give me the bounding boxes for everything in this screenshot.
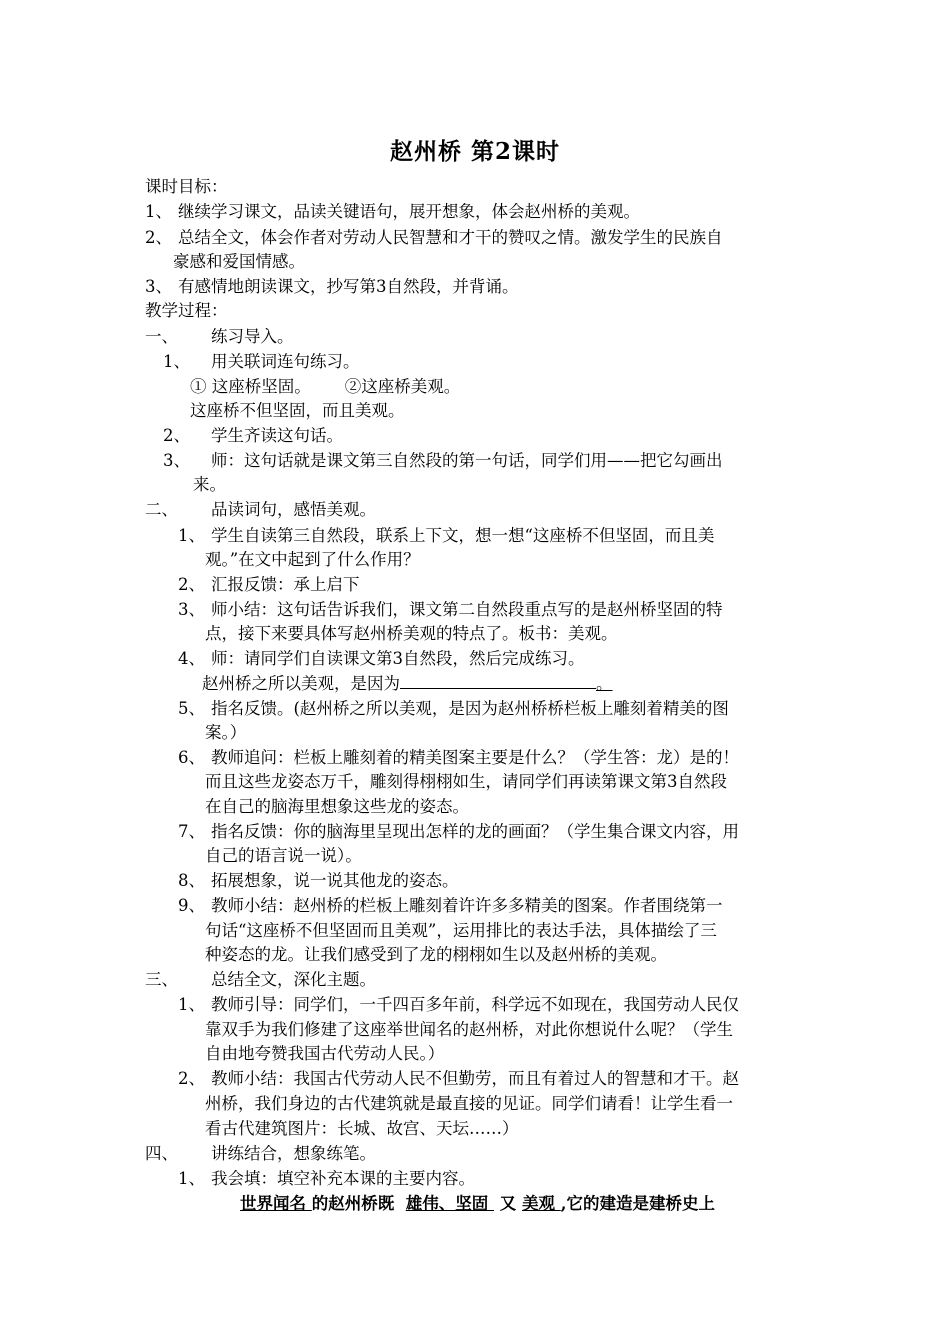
section-1-heading: [145, 326, 294, 348]
item-number: 5、: [178, 699, 205, 718]
item-text-continued: 自由地夸赞我国古代劳动人民。）: [205, 1044, 445, 1063]
answer-text: 又: [499, 1194, 517, 1213]
item-text-continued: 来。: [193, 475, 226, 494]
item-text: 教师小结：赵州桥的栏板上雕刻着许许多多精美的图案。作者围绕第一: [211, 896, 723, 915]
answer-text: ,它的建造是建桥史上: [560, 1194, 715, 1213]
section-number: 二、: [145, 500, 178, 519]
item-text: 用关联词连句练习。: [211, 352, 360, 371]
objective-number: 2、: [145, 228, 172, 247]
item-number: 2、: [178, 575, 205, 594]
item-number: 6、: [178, 748, 205, 767]
fill-blank-prompt: 赵州桥之所以美观，是因为: [202, 674, 400, 693]
item-number: 4、: [178, 649, 205, 668]
section-2-item-9: [178, 895, 723, 917]
item-number: 8、: [178, 871, 205, 890]
item-text: 指名反馈。(赵州桥之所以美观，是因为赵州桥桥栏板上雕刻着精美的图: [211, 699, 729, 718]
objective-number: 3、: [145, 277, 172, 296]
objective-item-1: [145, 201, 640, 223]
section-2-item-8: [178, 870, 459, 892]
item-text: 汇报反馈：承上启下: [211, 575, 360, 594]
item-text: 师：请同学们自读课文第3自然段，然后完成练习。: [211, 649, 585, 668]
section-3-heading: [145, 969, 376, 991]
section-1-item-2: [163, 425, 343, 447]
objective-text: 继续学习课文，品读关键语句，展开想象，体会赵州桥的美观。: [178, 202, 640, 221]
section-2-item-6: [178, 747, 739, 769]
item-number: 3、: [163, 451, 190, 470]
item-text: 学生自读第三自然段，联系上下文，想一想“这座桥不但坚固，而且美: [211, 526, 715, 545]
objective-item-2: [145, 227, 723, 249]
item-text-continued: 在自己的脑海里想象这些龙的姿态。: [205, 797, 469, 816]
objective-item-3: [145, 276, 519, 298]
section-number: 一、: [145, 327, 178, 346]
fill-blank-end: 。: [596, 674, 613, 693]
item-text: 学生齐读这句话。: [211, 426, 343, 445]
item-text: 教师追问：栏板上雕刻着的精美图案主要是什么？（学生答：龙）是的！: [211, 748, 739, 767]
section-3-item-2: [178, 1068, 739, 1090]
item-text: 教师引导：同学们，一千四百多年前，科学远不如现在，我国劳动人民仅: [211, 995, 739, 1014]
answer-blank-3: 美观: [522, 1194, 561, 1213]
item-text-continued: 点，接下来要具体写赵州桥美观的特点了。板书：美观。: [205, 624, 618, 643]
item-text-continued: 看古代建筑图片：长城、故宫、天坛……）: [205, 1119, 519, 1138]
item-number: 7、: [178, 822, 205, 841]
section-1-item-1: [163, 351, 360, 373]
item-text-continued: 案。）: [205, 723, 247, 742]
section-2-item-3: [178, 599, 723, 621]
answer-sentence: [240, 1193, 715, 1215]
fill-blank-line: [400, 673, 596, 689]
item-number: 2、: [178, 1069, 205, 1088]
item-number: 9、: [178, 896, 205, 915]
example-sentence-2: ②这座桥美观。: [344, 377, 461, 396]
section-title: 讲练结合，想象练笔。: [211, 1144, 376, 1163]
fill-blank-exercise: [202, 673, 613, 695]
objectives-heading: 课时目标：: [145, 177, 228, 196]
example-sentences: [190, 376, 460, 398]
objective-text-continued: 豪感和爱国情感。: [173, 252, 305, 271]
objective-text: 有感情地朗读课文，抄写第3自然段，并背诵。: [178, 277, 519, 296]
section-number: 四、: [145, 1144, 178, 1163]
item-number: 1、: [178, 526, 205, 545]
section-2-item-4: [178, 648, 585, 670]
item-text-continued: 观。”在文中起到了什么作用？: [205, 550, 420, 569]
section-number: 三、: [145, 970, 178, 989]
item-text-continued: 自己的语言说一说）。: [205, 846, 362, 865]
section-3-item-1: [178, 994, 739, 1016]
section-2-item-7: [178, 821, 739, 843]
item-number: 2、: [163, 426, 190, 445]
item-text-continued: 种姿态的龙。让我们感受到了龙的栩栩如生以及赵州桥的美观。: [205, 945, 667, 964]
item-number: 1、: [163, 352, 190, 371]
section-4-heading: [145, 1143, 376, 1165]
item-text: 指名反馈：你的脑海里呈现出怎样的龙的画面？（学生集合课文内容，用: [211, 822, 739, 841]
section-2-item-5: [178, 698, 729, 720]
item-text-continued: 靠双手为我们修建了这座举世闻名的赵州桥，对此你想说什么呢？（学生: [205, 1020, 733, 1039]
section-2-item-1: [178, 525, 714, 547]
answer-blank-2: 雄伟、坚固: [405, 1194, 494, 1213]
item-number: 3、: [178, 600, 205, 619]
item-text: 我会填：填空补充本课的主要内容。: [211, 1169, 475, 1188]
example-sentence-1: ① 这座桥坚固。: [190, 377, 311, 396]
process-heading: 教学过程：: [145, 301, 228, 320]
section-title: 练习导入。: [211, 327, 294, 346]
item-text: 拓展想象，说一说其他龙的姿态。: [211, 871, 459, 890]
item-text: 师小结：这句话告诉我们，课文第二自然段重点写的是赵州桥坚固的特: [211, 600, 723, 619]
answer-blank-1: 世界闻名: [240, 1194, 312, 1213]
section-title: 品读词句，感悟美观。: [211, 500, 376, 519]
section-4-item-1: [178, 1168, 475, 1190]
section-1-item-3: [163, 450, 723, 472]
combined-sentence: 这座桥不但坚固，而且美观。: [190, 401, 405, 420]
item-text-continued: 而且这些龙姿态万千，雕刻得栩栩如生，请同学们再读第课文第3自然段: [205, 772, 727, 791]
item-text: 师：这句话就是课文第三自然段的第一句话，同学们用——把它勾画出: [211, 451, 723, 470]
section-2-heading: [145, 499, 376, 521]
answer-text: 的赵州桥既: [311, 1194, 395, 1213]
section-2-item-2: [178, 574, 360, 596]
objective-number: 1、: [145, 202, 172, 221]
page-title: 赵州桥 第2课时: [389, 138, 560, 165]
item-number: 1、: [178, 995, 205, 1014]
section-title: 总结全文，深化主题。: [211, 970, 376, 989]
item-text: 教师小结：我国古代劳动人民不但勤劳，而且有着过人的智慧和才干。赵: [211, 1069, 739, 1088]
item-text-continued: 句话“这座桥不但坚固而且美观”，运用排比的表达手法，具体描绘了三: [205, 921, 717, 940]
item-text-continued: 州桥，我们身边的古代建筑就是最直接的见证。同学们请看！让学生看一: [205, 1094, 733, 1113]
item-number: 1、: [178, 1169, 205, 1188]
objective-text: 总结全文，体会作者对劳动人民智慧和才干的赞叹之情。激发学生的民族自: [178, 228, 723, 247]
